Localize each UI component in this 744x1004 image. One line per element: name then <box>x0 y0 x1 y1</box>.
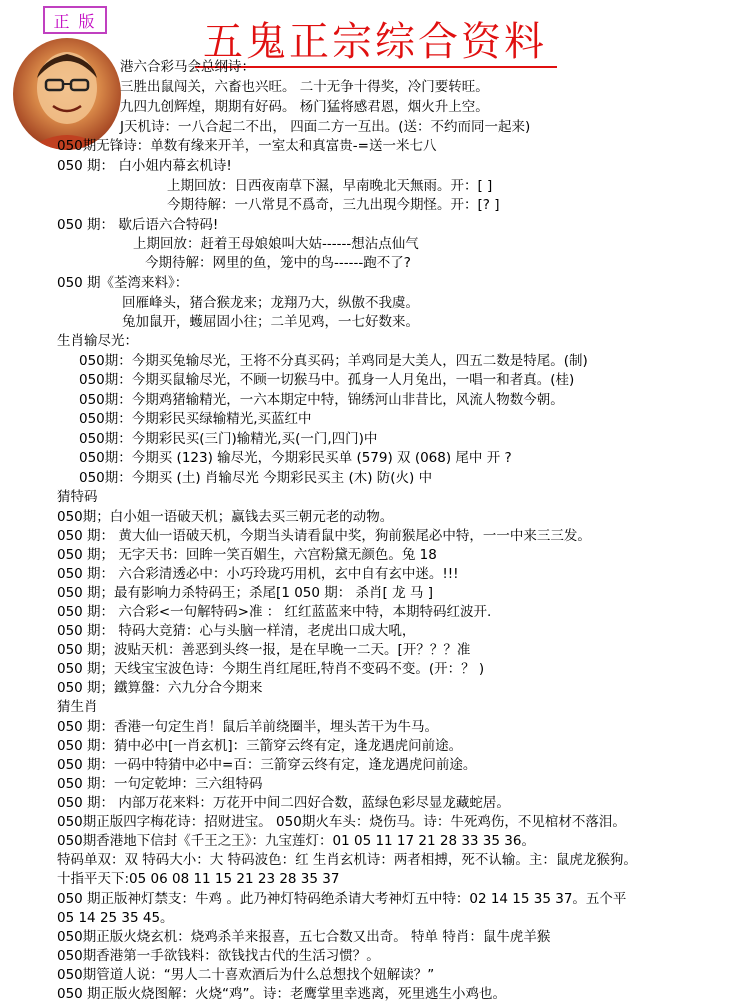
text-line: 050期正版四字梅花诗：招财进宝。 050期火车头：烧伤马。诗：牛死鸡伤，不见棺材不落泪。 <box>57 814 626 830</box>
text-line: 050 期： 白小姐内幕玄机诗! <box>57 158 232 174</box>
text-line: 050 期： 黄大仙一语破天机，今期当头请看鼠中奖，狗前猴尾必中特，一一中来三三发。 <box>57 528 591 544</box>
text-line: 生肖输尽光： <box>57 333 138 349</box>
text-line: 05 14 25 35 45。 <box>57 910 174 926</box>
text-line: 050 期；波贴天机：善恶到头终一报，是在早晚一二天。[开？？？准 <box>57 642 471 658</box>
text-line: 三胜出鼠闯关，六畜也兴旺。 二十无争十得奖，冷门要转旺。 <box>120 79 489 95</box>
text-line: 050 期；最有影响力杀特码王；杀尾[1 050 期： 杀肖[ 龙 马 ] <box>57 585 433 601</box>
text-line: 050 期： 六合彩清透必中：小巧玲珑巧用机，玄中自有玄中迷。!!! <box>57 566 459 582</box>
text-line: 050 期； 无字天书：回眸一笑百媚生，六宫粉黛无颜色。兔 18 <box>57 547 437 563</box>
text-line: 猜生肖 <box>57 699 98 715</box>
text-line: 050 期：猜中必中[一肖玄机]：三箭穿云终有定，逢龙遇虎问前途。 <box>57 738 463 754</box>
text-line: 050期：今期鸡猪输精光，一六本期定中特，锦绣河山非昔比，风流人物数今朝。 <box>79 392 564 408</box>
text-line: 050 期： 六合彩<一句解特码>准 ： 红红蓝蓝来中特，本期特码红波开. <box>57 604 492 620</box>
text-line: 上期回放：赶着王母娘娘叫大姑------想沾点仙气 <box>133 236 419 252</box>
text-line: J天机诗：一八合起二不出， 四面二方一互出。(送：不约而同一起来) <box>120 119 531 135</box>
avatar <box>13 38 121 150</box>
text-line: 050 期：一句定乾坤：三六组特码 <box>57 776 263 792</box>
text-line: 050 期正版火烧图解：火烧“鸡”。诗：老鹰掌里幸逃离，死里逃生小鸡也。 <box>57 986 507 1002</box>
text-line: 050期香港第一手欲钱料：欲钱找古代的生活习惯？。 <box>57 948 380 964</box>
genuine-badge: 正 版 <box>43 6 107 34</box>
text-line: 050 期；天线宝宝波色诗：今期生肖红尾旺,特肖不变码不变。(开：？ ) <box>57 661 485 677</box>
text-line: 兔加鼠开，蠖屈固小往；二羊见鸡，一七好数来。 <box>122 314 419 330</box>
page-title: 五鬼正宗综合资料 <box>203 19 547 65</box>
text-line: 050 期： 内部万花来料：万花开中间二四好合数，蓝绿色彩尽显龙藏蛇居。 <box>57 795 510 811</box>
text-line: 港六合彩马会总纲诗： <box>120 59 255 75</box>
text-line: 今期待解：一八常見不爲奇，三九出現今期怪。开：[? ] <box>167 197 500 213</box>
text-line: 050期：今期彩民买绿输精光,买蓝红中 <box>79 411 312 427</box>
text-line: 050期；白小姐一语破天机；赢钱去买三朝元老的动物。 <box>57 509 394 525</box>
text-line: 上期回放：日西夜南草下濕，早南晚北天無雨。开：[ ] <box>167 178 493 194</box>
text-line: 050 期；鐵算盤：六九分合今期来 <box>57 680 263 696</box>
text-line: 回雁峰头，猪合猴龙来；龙翔乃大，纵傲不我虞。 <box>122 295 419 311</box>
text-line: 九四九创辉煌，期期有好码。 杨门猛将感君恩，烟火升上空。 <box>120 99 489 115</box>
text-line: 050 期正版神灯禁支：牛鸡 。此乃神灯特码绝杀请大考神灯五中特：02 14 15 35 37。五个平 <box>57 891 627 907</box>
text-line: 050 期：一码中特猜中必中=百：三箭穿云终有定，逢龙遇虎问前途。 <box>57 757 477 773</box>
text-line: 050期：今期买鼠输尽光，不顾一切猴马中。孤身一人月兔出，一唱一和者真。(桂) <box>79 372 575 388</box>
text-line: 050 期： 特码大竞猜：心与头脑一样清，老虎出口成大吼， <box>57 623 416 639</box>
text-line: 050 期《荃湾来料》： <box>57 275 189 291</box>
text-line: 050期无锋诗：单数有缘来开羊，一室太和真富贵-=送一米七八 <box>57 138 437 154</box>
portrait-image <box>13 38 121 150</box>
text-line: 050期管道人说：“男人二十喜欢酒后为什么总想找个妞解读？” <box>57 967 435 983</box>
text-line: 050期香港地下信封《千王之王》：九宝莲灯：01 05 11 17 21 28 33 35 36。 <box>57 833 535 849</box>
text-line: 050 期： 歇后语六合特码! <box>57 217 219 233</box>
text-line: 特码单双：双 特码大小：大 特码波色：红 生肖玄机诗：两者相搏，死不认输。主：鼠虎龙猴狗。 <box>57 852 637 868</box>
text-line: 050期正版火烧玄机：烧鸡杀羊来报喜，五七合数又出奇。 特单 特肖：鼠牛虎羊猴 <box>57 929 551 945</box>
text-line: 050期：今期买 (土) 肖输尽光 今期彩民买主 (木) 防(火) 中 <box>79 470 433 486</box>
text-line: 十指平天下:05 06 08 11 15 21 23 28 35 37 <box>57 871 340 887</box>
text-line: 050期：今期彩民买(三门)输精光,买(一门,四门)中 <box>79 431 378 447</box>
text-line: 050期：今期买兔输尽光，王将不分真买码；羊鸡同是大美人，四五二数是特尾。(制) <box>79 353 588 369</box>
text-line: 050期：今期买 (123) 输尽光，今期彩民买单 (579) 双 (068) 尾中 开 ? <box>79 450 512 466</box>
text-line: 猜特码 <box>57 489 98 505</box>
text-line: 今期待解：网里的鱼，笼中的鸟------跑不了? <box>145 255 411 271</box>
text-line: 050 期：香港一句定生肖！鼠后羊前绕圈半，埋头苦干为牛马。 <box>57 719 439 735</box>
